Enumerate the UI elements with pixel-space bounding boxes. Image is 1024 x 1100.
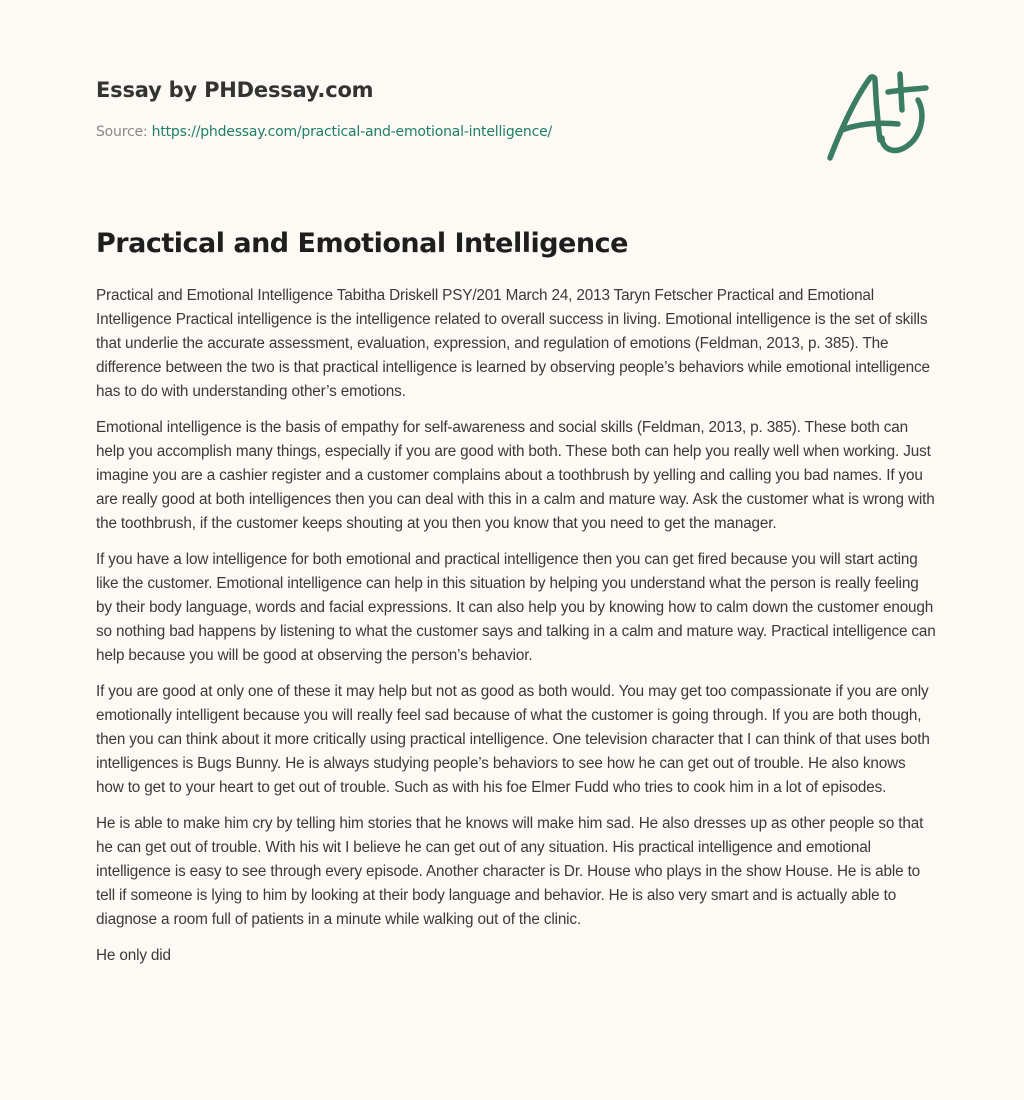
article-title: Practical and Emotional Intelligence: [96, 228, 628, 259]
source-label: Source:: [96, 124, 152, 140]
a-plus-grade-icon: [818, 62, 934, 166]
article-body: [96, 284, 936, 980]
site-brand: Essay by PHDessay.com: [96, 78, 374, 102]
source-link[interactable]: https://phdessay.com/practical-and-emotional-intelligence/: [151, 124, 553, 140]
paragraph: He only did: [96, 947, 171, 964]
paragraph: He is able to make him cry by telling him stories that he knows will make him sad. He also dresses up as other people so that he can get out of trouble. With his wit I believe he can get out of any situation. His practical intelligence and emotional intelligence is easy to see through every episode. Another character is Dr. House who plays in the show House. He is able to tell if someone is lying to him by looking at their body language and behavior. He is also very smart and is actually able to diagnose a room full of patients in a minute while walking out of the clinic.: [96, 815, 924, 928]
paragraph: Emotional intelligence is the basis of empathy for self-awareness and social skills (Feldman, 2013, p. 385). These both can help you accomplish many things, especially if you are good with both. These both can help you really well when working. Just imagine you are a cashier register and a customer complains about a toothbrush by yelling and calling you bad names. If you are really good at both intelligences then you can deal with this in a calm and mature way. Ask the customer what is wrong with the toothbrush, if the customer keeps shouting at you then you know that you need to get the manager.: [96, 419, 935, 532]
paragraph: If you have a low intelligence for both emotional and practical intelligence then you can get fired because you will start acting like the customer. Emotional intelligence can help in this situation by helping you understand what the person is really feeling by their body language, words and facial expressions. It can also help you by knowing how to calm down the customer enough so nothing bad happens by listening to what the customer says and talking in a calm and mature way. Practical intelligence can help because you will be good at observing the person’s behavior.: [96, 551, 936, 664]
paragraph: Practical and Emotional Intelligence Tabitha Driskell PSY/201 March 24, 2013 Taryn Fetscher Practical and Emotional Intelligence Practical intelligence is the intelligence related to overall success in living. Emotional intelligence is the set of skills that underlie the accurate assessment, evaluation, expression, and regulation of emotions (Feldman, 2013, p. 385). The difference between the two is that practical intelligence is learned by observing people’s behaviors while emotional intelligence has to do with understanding other’s emotions.: [96, 287, 930, 400]
page-header: [96, 74, 936, 142]
paragraph: If you are good at only one of these it may help but not as good as both would. You may get too compassionate if you are only emotionally intelligent because you will really feel sad because of what the customer is going through. If you are both though, then you can think about it more critically using practical intelligence. One television character that I can think of that uses both intelligences is Bugs Bunny. He is always studying people’s behaviors to see how he can get out of trouble. He also knows how to get to your heart to get out of trouble. Such as with his foe Elmer Fudd who tries to cook him in a lot of episodes.: [96, 683, 930, 796]
source-line: [96, 122, 936, 142]
